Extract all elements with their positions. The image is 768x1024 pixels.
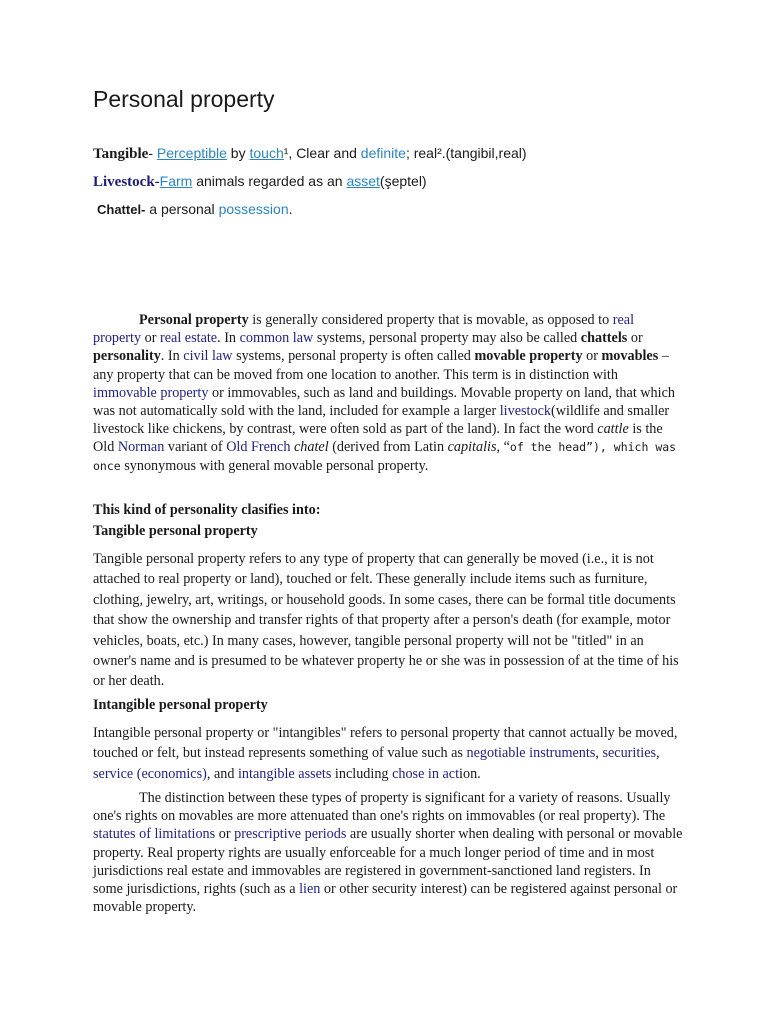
text: systems, personal property may also be called [313,330,581,347]
glossary-term: Chattel- [97,202,146,217]
text: is the Old [93,421,663,456]
heading-classifies: This kind of personality clasifies into: [93,502,321,518]
text: . In [217,330,240,347]
bold-term: Personal property [139,312,249,328]
glossary-text: by [226,145,250,161]
link-farm[interactable]: Farm [159,173,193,189]
distinction-paragraph [93,789,683,916]
link-old-french[interactable]: Old French [226,439,291,456]
text: including [331,765,393,782]
bold-term: personality [93,348,161,365]
text: or [215,826,235,843]
link-perceptible[interactable]: Perceptible [156,145,227,161]
glossary-term: Tangible [93,146,149,162]
link-negotiable-instruments[interactable]: negotiable instruments [466,745,596,762]
text: systems, personal property is often called [232,348,475,365]
link-prescriptive-periods[interactable]: prescriptive periods [234,826,347,843]
link-service-economics[interactable]: service (economics) [93,765,207,782]
text: are usually shorter when dealing with personal or movable property. Real property rights are usually enforceable for a much longer period of time and in most jurisdictions real estate and immovables are registered in government-sanctioned land registers. In some jurisdictions, rights (such as a [93,826,683,898]
heading-tangible: Tangible personal property [93,523,258,539]
link-statutes-of-limitations[interactable]: statutes of limitations [93,826,216,843]
text: , [595,745,603,762]
link-securities[interactable]: securities [602,745,657,762]
italic-term: chatel [293,439,329,456]
glossary-text: . [288,201,293,217]
quoted-phrase: of the head [509,440,587,455]
intangible-paragraph [93,723,685,784]
text: (wildlife and smaller livestock like chickens, by contrast, were often sold as part of the land). In fact the word [93,403,670,438]
text: or [627,330,643,347]
link-possession[interactable]: possession [218,201,289,217]
link-civil-law[interactable]: civil law [183,348,233,365]
link-touch[interactable]: touch [249,145,284,161]
link-immovable-property[interactable]: immovable property [93,384,209,401]
glossary-chattel [97,201,293,217]
link-definite[interactable]: definite [360,145,406,161]
italic-term: capitalis [447,439,497,456]
text: (derived from Latin [328,439,448,456]
text: ”), which was once [93,440,677,473]
glossary-text: (şeptel) [379,173,427,189]
bold-term: movables [601,348,659,365]
page-title: Personal property [93,86,275,112]
text: or [141,330,160,347]
text: ion. [459,765,481,782]
text: or immovables, such as land and buildings. Movable property on land, that which was not automatically sold with the land, included for example a larger [93,384,675,420]
glossary-sep: - [148,145,157,161]
link-chose-in-action[interactable]: chose in act [392,765,460,782]
link-common-law[interactable]: common law [239,330,314,347]
text: variant of [164,439,227,456]
tangible-paragraph: Tangible personal property refers to any type of property that can generally be moved (i.e., it is not attached to real property or land), touched or felt. These generally include items such as furniture, clothing, jewelry, art, writings, or household goods. In some cases, there can be formal title documents that show the ownership and transfer rights of that property after a person's death (for example, motor vehicles, boats, etc.) In many cases, however, tangible personal property will not be "titled" in an owner's name and is presumed to be whatever property he or she was in possession of at the time of his or her death. [93,551,679,690]
link-real-estate[interactable]: real estate [160,330,218,347]
glossary-livestock [93,173,427,191]
link-asset[interactable]: asset [346,173,380,189]
text: or [582,348,602,365]
link-intangible-assets[interactable]: intangible assets [237,765,332,782]
text: . In [160,348,184,365]
bold-term: chattels [580,330,628,347]
text: , and [206,765,238,782]
text: is generally considered property that is movable, as opposed to [248,312,613,328]
glossary-term: Livestock- [93,174,160,190]
text: The distinction between these types of property is significant for a variety of reasons. Usually one's rights on movables are more attenuated than one's rights on immovables (or real property). The [93,790,671,825]
glossary-text: ¹, Clear and [283,145,361,161]
glossary-text: animals regarded as an [192,173,347,189]
text: synonymous with general movable personal property. [120,457,429,474]
text: , “ [496,439,510,456]
glossary-tangible [93,145,527,163]
text: or other security interest) can be registered against personal or movable property. [93,881,678,916]
link-real-property[interactable]: real property [93,312,635,347]
text: – any property that can be moved from one location to another. This term is in distinction with [93,348,669,383]
intro-paragraph [93,311,683,475]
glossary-text: ; real².(tangibil,real) [405,145,527,161]
italic-term: cattle [597,421,629,438]
text: Intangible personal property or "intangibles" refers to personal property that cannot actually be moved, touched or felt, but instead represents something of value such as [93,725,678,762]
glossary-text: a personal [145,201,219,217]
text: , [656,745,660,762]
link-norman[interactable]: Norman [117,439,165,456]
heading-intangible: Intangible personal property [93,697,268,713]
link-lien[interactable]: lien [299,881,321,898]
bold-term: movable property [474,348,583,365]
link-livestock[interactable]: livestock [499,403,551,420]
